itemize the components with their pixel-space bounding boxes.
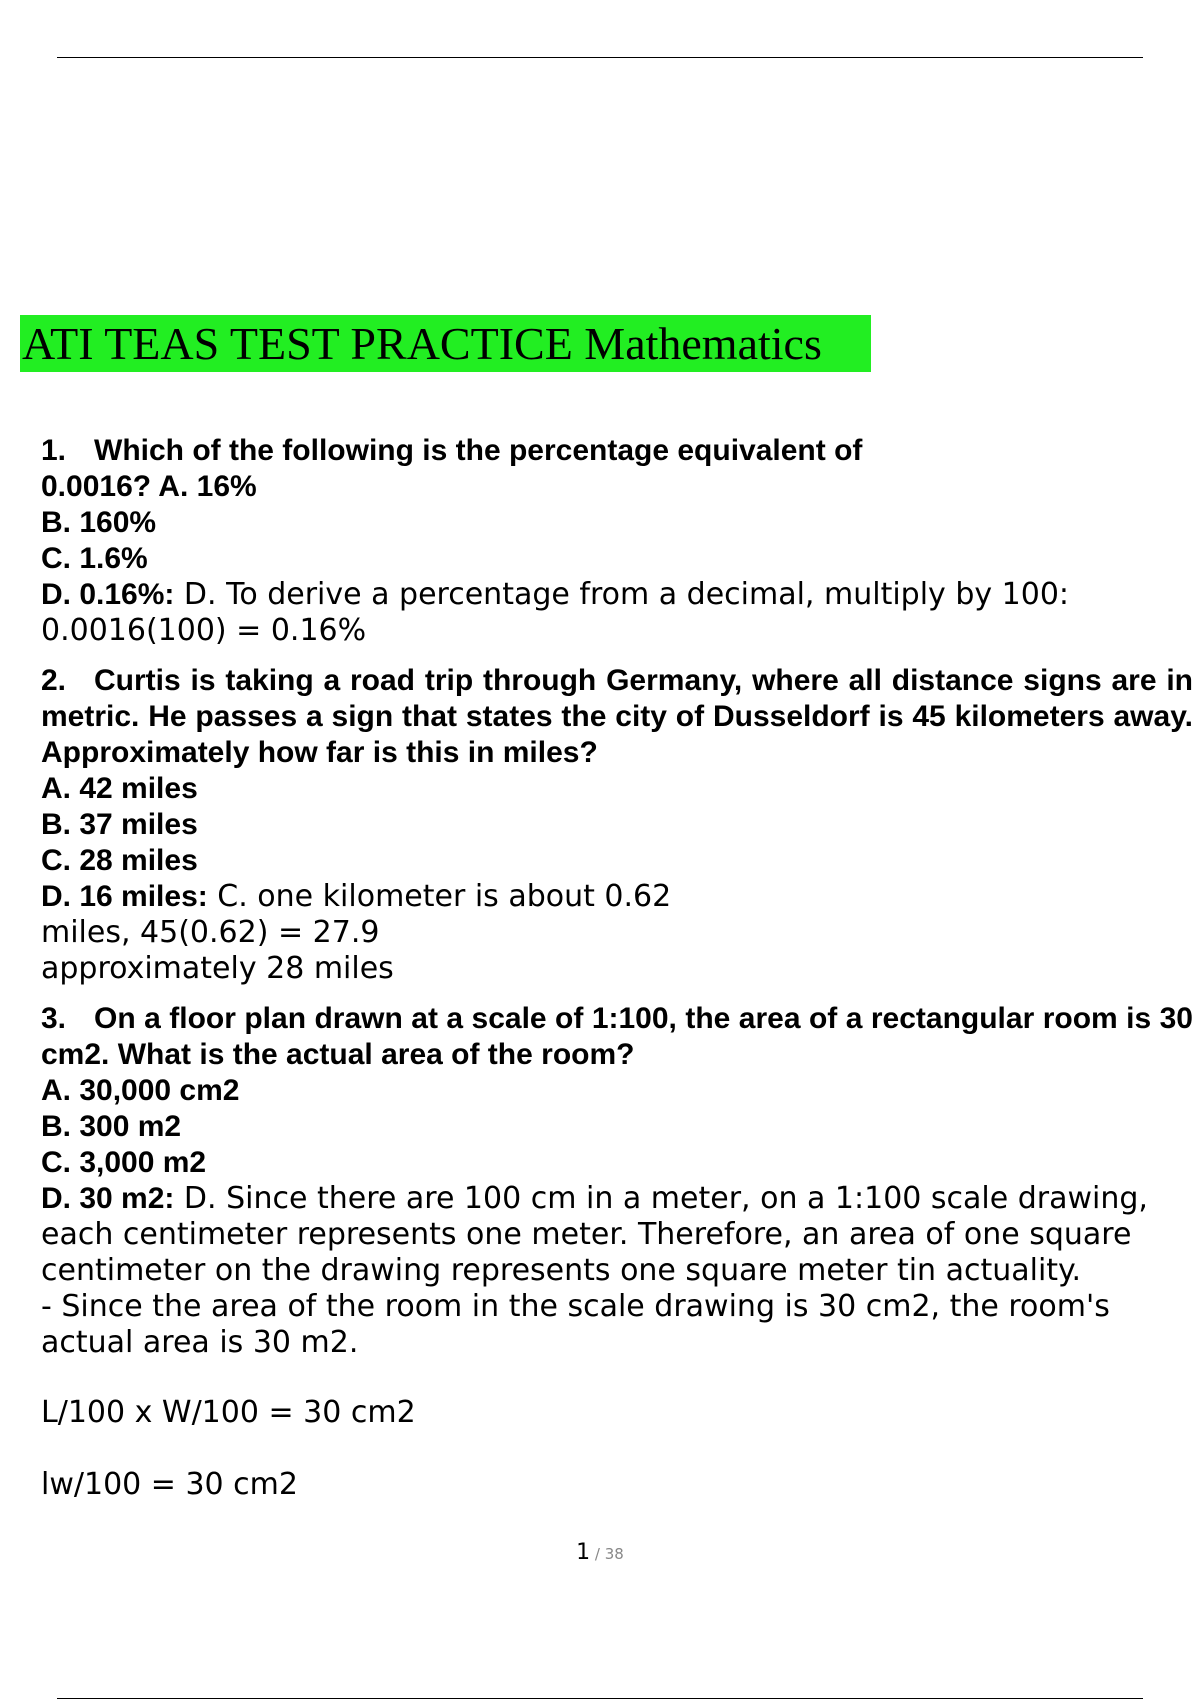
- page-current: 1: [576, 1540, 591, 1565]
- question-2-option-a: A. 42 miles: [41, 772, 198, 805]
- question-3-text: [41, 1001, 1193, 1073]
- question-1-answer-line1: D. To derive a percentage from a decimal, multiply by 100:: [174, 577, 1070, 612]
- question-3-equation-1: L/100 x W/100 = 30 cm2: [41, 1395, 416, 1430]
- question-1-option-c: C. 1.6%: [41, 542, 148, 575]
- document-body: [41, 433, 1193, 1503]
- question-2: [41, 663, 1193, 987]
- question-3-option-b: B. 300 m2: [41, 1110, 182, 1143]
- question-3-option-d: [41, 1181, 1193, 1289]
- top-rule: [57, 57, 1143, 58]
- question-3-body: On a floor plan drawn at a scale of 1:100, the area of a rectangular room is 30 cm2. What is the actual area of the room?: [41, 1002, 1193, 1071]
- question-3-option-a: A. 30,000 cm2: [41, 1074, 240, 1107]
- question-2-option-d: [41, 879, 1193, 915]
- question-2-text: [41, 663, 1193, 771]
- question-1-line2: 0.0016? A. 16%: [41, 470, 257, 503]
- question-1-option-d-label: D. 0.16%:: [41, 578, 175, 611]
- question-2-number: 2.: [41, 664, 67, 697]
- page-total: 38: [604, 1545, 624, 1563]
- question-1: [41, 433, 1193, 649]
- page-separator: /: [590, 1545, 605, 1563]
- question-1-line1: Which of the following is the percentage equivalent of: [94, 434, 863, 467]
- question-3-equation-2: lw/100 = 30 cm2: [41, 1467, 298, 1502]
- question-2-answer-line3: approximately 28 miles: [41, 951, 394, 986]
- question-1-text: [41, 433, 1193, 469]
- question-2-answer-line2: miles, 45(0.62) = 27.9: [41, 915, 380, 950]
- question-1-number: 1.: [41, 434, 67, 467]
- question-1-option-d: [41, 577, 1193, 613]
- page-title: ATI TEAS TEST PRACTICE Mathematics: [20, 315, 871, 372]
- bottom-rule: [57, 1698, 1143, 1699]
- question-1-option-b: B. 160%: [41, 506, 157, 539]
- question-3-answer-note: - Since the area of the room in the scale drawing is 30 cm2, the room's actual area is 30 m2.: [41, 1289, 1110, 1360]
- question-3-number: 3.: [41, 1002, 67, 1035]
- question-2-option-d-label: D. 16 miles:: [41, 880, 208, 913]
- page-indicator: [0, 1540, 1200, 1566]
- question-3-answer: D. Since there are 100 cm in a meter, on a 1:100 scale drawing, each centimeter represents one meter. Therefore, an area of one square centimeter on the drawing represents one square meter tin actuality.: [41, 1181, 1148, 1288]
- question-2-body: Curtis is taking a road trip through Germany, where all distance signs are in metric. He passes a sign that states the city of Dusseldorf is 45 kilometers away. Approximately how far is this in miles?: [41, 664, 1193, 769]
- question-3-option-c: C. 3,000 m2: [41, 1146, 207, 1179]
- question-2-answer-line1: C. one kilometer is about 0.62: [207, 879, 672, 914]
- question-2-option-c: C. 28 miles: [41, 844, 198, 877]
- question-3: [41, 1001, 1193, 1503]
- question-1-answer-line2: 0.0016(100) = 0.16%: [41, 613, 367, 648]
- question-3-option-d-label: D. 30 m2:: [41, 1182, 175, 1215]
- question-2-option-b: B. 37 miles: [41, 808, 198, 841]
